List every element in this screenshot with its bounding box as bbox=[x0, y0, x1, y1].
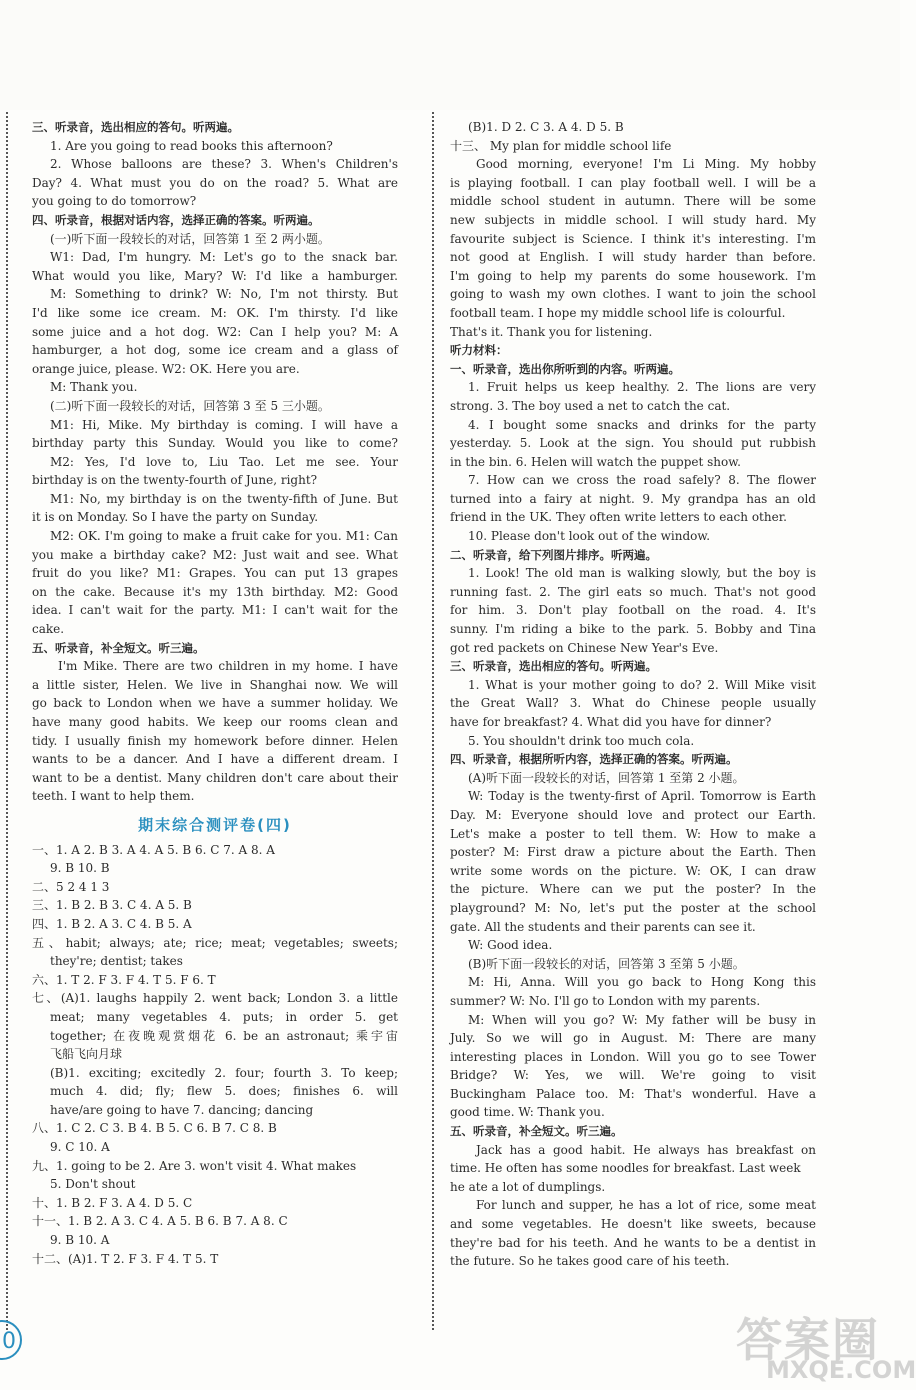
text-line: it is on Monday. So I have the party on Sunday. bbox=[32, 510, 319, 525]
text-line: they're; dentist; takes bbox=[50, 954, 183, 969]
text-line: W: Good idea. bbox=[468, 938, 553, 953]
text-line: M2: Yes, I'd love to, Liu Tao. Let me see. Your bbox=[50, 454, 398, 469]
text-line: M: When will you go? W: My father will be busy in bbox=[468, 1012, 816, 1027]
right-column bbox=[450, 118, 816, 1271]
text-line: got red packets on Chinese New Year's Eve. bbox=[450, 640, 719, 655]
section-heading: 四、听录音，根据对话内容，选择正确的答案。听两遍。 bbox=[32, 212, 320, 227]
text-line: 二、5 2 4 1 3 bbox=[32, 879, 110, 894]
text-line: 十、1. B 2. F 3. A 4. D 5. C bbox=[32, 1195, 193, 1210]
section-heading: 一、听录音，选出你所听到的内容。听两遍。 bbox=[450, 361, 680, 376]
text-line: 十三、 My plan for middle school life bbox=[450, 138, 672, 153]
text-line: 三、1. B 2. B 3. C 4. A 5. B bbox=[32, 898, 192, 913]
text-line: 十一、1. B 2. A 3. C 4. A 5. B 6. B 7. A 8. C bbox=[32, 1214, 288, 1229]
text-line: and some vegetables. He doesn't like sweets, because bbox=[450, 1217, 816, 1232]
text-line: W1: Dad, I'm hungry. M: Let's go to the snack bar. bbox=[50, 250, 398, 265]
text-line: (B)1. exciting; excitedly 2. four; fourth 3. To keep; bbox=[50, 1065, 398, 1080]
text-line: 1. Are you going to read books this afternoon? bbox=[50, 138, 333, 153]
text-line: have/are going to have 7. dancing; dancing bbox=[50, 1102, 314, 1117]
text-line: 1. Fruit helps us keep healthy. 2. The lions are very bbox=[468, 380, 816, 395]
text-line: Jack has a good habit. He always has breakfast on bbox=[476, 1142, 816, 1157]
text-line: write some words on the picture. W: OK, I can draw bbox=[450, 863, 816, 878]
column-divider bbox=[432, 112, 434, 1330]
text-line: fruit do you like? M1: Grapes. You can put 13 grapes bbox=[32, 566, 398, 581]
section-heading: 四、听录音，根据所听内容，选择正确的答案。听两遍。 bbox=[450, 752, 738, 767]
text-line: (二)听下面一段较长的对话，回答第 3 至 5 三小题。 bbox=[50, 398, 330, 413]
text-line: football team. I hope my middle school life is colourful. bbox=[450, 305, 786, 320]
text-line: new subjects in middle school. I will study hard. My bbox=[450, 212, 816, 227]
text-line: poster? M: First draw a picture about the Earth. Then bbox=[450, 845, 816, 860]
text-line: Bridge? W: Yes, we will. We're going to visit bbox=[450, 1068, 816, 1083]
text-line: interesting places in London. Will you go to see Tower bbox=[450, 1049, 816, 1064]
section-heading: 五、听录音，补全短文。听三遍。 bbox=[450, 1124, 623, 1139]
text-line: much 4. did; fly; flew 5. does; finishes 6. will bbox=[50, 1084, 398, 1099]
text-line: Let's make a poster to tell them. W: How to make a bbox=[450, 826, 816, 841]
text-line: 4. I bought some snacks and drinks for the party bbox=[468, 417, 816, 432]
text-line: strong. 3. The boy used a net to catch the cat. bbox=[450, 398, 731, 413]
page-number: 0 bbox=[2, 1329, 16, 1354]
text-line: (A)听下面一段较长的对话，回答第 1 至第 2 小题。 bbox=[468, 770, 745, 785]
text-line: 七、(A)1. laughs happily 2. went back; London 3. a little bbox=[32, 991, 398, 1006]
text-line: Buckingham Palace too. M: That's wonderful. Have a bbox=[450, 1086, 816, 1101]
text-line: the picture. Where can we put the poster? In the bbox=[450, 882, 816, 897]
text-line: Good morning, everyone! I'm Li Ming. My hobby bbox=[476, 157, 816, 172]
text-line: some juice and a hot dog. W2: Can I help you? M: A bbox=[32, 324, 398, 339]
text-line: 1. What is your mother going to do? 2. Will Mike visit bbox=[468, 677, 816, 692]
text-line: 九、1. going to be 2. Are 3. won't visit 4. What makes bbox=[32, 1158, 357, 1173]
text-line: I'm Mike. There are two children in my home. I have bbox=[58, 659, 398, 674]
watermark-logo bbox=[706, 1312, 916, 1384]
text-line: M1: Hi, Mike. My birthday is coming. I will have a bbox=[50, 417, 398, 432]
page-number-badge bbox=[0, 1320, 22, 1360]
text-line: W: Today is the twenty-first of April. Tomorrow is Earth bbox=[468, 789, 816, 804]
text-line: not good at English. I will study harder than before. bbox=[450, 250, 816, 265]
text-line: they're bad for his teeth. And he wants to be a dentist in bbox=[450, 1235, 816, 1250]
section-heading: 三、听录音，选出相应的答句。听两遍。 bbox=[450, 659, 657, 674]
text-line: sunny. I'm riding a bike to the park. 5. Bobby and Tina bbox=[450, 622, 816, 637]
text-line: time. He often has some noodles for breakfast. Last week bbox=[450, 1161, 801, 1176]
text-line: 9. C 10. A bbox=[50, 1140, 110, 1155]
text-line: for him. 3. Don't play football on the road. 4. It's bbox=[450, 603, 816, 618]
text-line: playground? M: No, let's put the poster at the school bbox=[450, 900, 816, 915]
text-line: 八、1. C 2. C 3. B 4. B 5. C 6. B 7. C 8. B bbox=[32, 1121, 277, 1136]
text-line: M2: OK. I'm going to make a fruit cake for you. M1: Can bbox=[50, 529, 398, 544]
text-line: summer? W: No. I'll go to London with my parents. bbox=[450, 993, 761, 1008]
text-line: have for breakfast? 4. What did you have for dinner? bbox=[450, 715, 772, 729]
text-line: 1. Look! The old man is walking slowly, but the boy is bbox=[468, 566, 816, 581]
text-line: That's it. Thank you for listening. bbox=[450, 324, 653, 339]
text-line: going to wash my own clothes. I want to join the school bbox=[450, 287, 816, 302]
text-line: the future. So he takes good care of his teeth. bbox=[450, 1254, 730, 1269]
text-line: I'm going to help my parents do some housework. I'm bbox=[450, 268, 816, 283]
text-line: 四、1. B 2. A 3. C 4. B 5. A bbox=[32, 916, 192, 931]
text-line: you going to do tomorrow? bbox=[32, 194, 197, 209]
text-line: yesterday. 5. Look at the sign. You should put rubbish bbox=[450, 436, 816, 451]
watermark-line2: MXQE.COM bbox=[766, 1356, 916, 1384]
text-line: 六、1. T 2. F 3. F 4. T 5. F 6. T bbox=[32, 972, 216, 987]
text-line: M1: No, my birthday is on the twenty-fifth of June. But bbox=[50, 491, 398, 506]
text-line: Day? 4. What must you do on the road? 5. What are bbox=[32, 175, 398, 190]
text-line: 五、habit; always; ate; rice; meat; vegetables; sweets; bbox=[32, 935, 398, 950]
text-line: (B)1. D 2. C 3. A 4. D 5. B bbox=[468, 120, 624, 134]
text-line: you make a birthday cake? M2: Just wait and see. What bbox=[32, 547, 398, 562]
text-line: on the cake. Because it's my 13th birthday. M2: Good bbox=[32, 584, 398, 599]
text-line: July. So we will go in August. M: There are many bbox=[450, 1031, 816, 1046]
text-line: hamburger, a hot dog, some ice cream and a glass of bbox=[32, 343, 398, 358]
text-line: teeth. I want to help them. bbox=[32, 789, 195, 804]
section-heading: 三、听录音，选出相应的答句。听两遍。 bbox=[32, 120, 239, 134]
text-line: good time. W: Thank you. bbox=[450, 1105, 605, 1120]
text-line: in the bin. 6. Helen will watch the puppet show. bbox=[450, 454, 741, 469]
text-line: 9. B 10. A bbox=[50, 1233, 110, 1248]
text-line: (一)听下面一段较长的对话，回答第 1 至 2 两小题。 bbox=[50, 231, 330, 246]
text-line: 5. You shouldn't drink too much cola. bbox=[468, 733, 695, 748]
text-line: What would you like, Mary? W: I'd like a hamburger. bbox=[32, 268, 398, 283]
text-line: orange juice, please. W2: OK. Here you are. bbox=[32, 361, 300, 376]
text-line: 10. Please don't look out of the window. bbox=[468, 529, 711, 544]
text-line: friend in the UK. They often write letters to each other. bbox=[450, 510, 787, 525]
binding-dotted-line bbox=[6, 112, 8, 1330]
text-line: together; 在夜晚观赏烟花 6. be an astronaut; 乘宇宙 bbox=[50, 1028, 398, 1043]
test-title: 期末综合测评卷(四) bbox=[138, 815, 292, 834]
text-line: 7. How can we cross the road safely? 8. The flower bbox=[468, 473, 816, 488]
text-line: he ate a lot of dumplings. bbox=[450, 1179, 606, 1194]
text-line: the Great Wall? 3. What do Chinese people usually bbox=[450, 696, 816, 711]
text-line: M: Hi, Anna. Will you go back to Hong Kong this bbox=[468, 975, 816, 990]
text-line: 飞船飞向月球 bbox=[50, 1047, 123, 1062]
text-line: For lunch and supper, he has a lot of rice, some meat bbox=[476, 1198, 816, 1213]
text-line: birthday is on the twenty-fourth of June, right? bbox=[32, 473, 318, 488]
text-line: wants to be a dancer. And I have a different dream. I bbox=[32, 752, 398, 767]
text-line: is playing football. I can play football well. I will be a bbox=[450, 175, 816, 190]
text-line: M: Thank you. bbox=[50, 380, 138, 395]
text-line: Day. M: Everyone should love and protect our Earth. bbox=[450, 807, 816, 822]
section-heading: 听力材料： bbox=[450, 343, 508, 358]
watermark-line1: 答案圈 bbox=[736, 1313, 880, 1367]
text-line: cake. bbox=[32, 622, 65, 637]
section-heading: 五、听录音，补全短文。听三遍。 bbox=[32, 640, 205, 655]
text-line: meat; many vegetables 4. puts; in order 5. get bbox=[50, 1009, 398, 1024]
text-line: M: Something to drink? W: No, I'm not thirsty. But bbox=[50, 287, 398, 302]
text-line: want to be a dentist. Many children don't care about their bbox=[32, 770, 398, 785]
text-line: gate. All the students and their parents can see it. bbox=[450, 919, 756, 934]
text-line: 一、1. A 2. B 3. A 4. A 5. B 6. C 7. A 8. A bbox=[32, 842, 275, 857]
text-line: running fast. 2. The girl eats so much. That's not good bbox=[450, 584, 816, 599]
text-line: birthday party this Sunday. Would you like to come? bbox=[32, 436, 398, 451]
text-line: idea. I can't wait for the party. M1: I can't wait for the bbox=[32, 603, 398, 618]
text-line: 9. B 10. B bbox=[50, 861, 110, 876]
text-line: go back to London when we have a summer holiday. We bbox=[32, 696, 398, 711]
text-line: (B)听下面一段较长的对话，回答第 3 至第 5 小题。 bbox=[468, 956, 745, 971]
top-blank-area bbox=[0, 0, 900, 110]
left-column bbox=[32, 118, 398, 1268]
text-line: I'd like some ice cream. M: OK. I'm thirsty. I'd like bbox=[32, 305, 398, 320]
text-line: have many good habits. We keep our rooms clean and bbox=[32, 715, 398, 729]
text-line: 十二、(A)1. T 2. F 3. F 4. T 5. T bbox=[32, 1251, 219, 1266]
text-line: tidy. I usually finish my homework before dinner. Helen bbox=[32, 733, 398, 748]
text-line: favourite subject is Science. I think it's interesting. I'm bbox=[450, 231, 816, 246]
text-line: turned into a fairy at night. 9. My grandpa has an old bbox=[450, 491, 816, 506]
text-line: 5. Don't shout bbox=[50, 1177, 136, 1192]
text-line: a little sister, Helen. We live in Shanghai now. We will bbox=[32, 677, 398, 692]
section-heading: 二、听录音，给下列图片排序。听两遍。 bbox=[450, 547, 657, 562]
text-line: middle school student in autumn. There will be some bbox=[450, 194, 816, 209]
text-line: 2. Whose balloons are these? 3. When's Children's bbox=[50, 157, 398, 172]
